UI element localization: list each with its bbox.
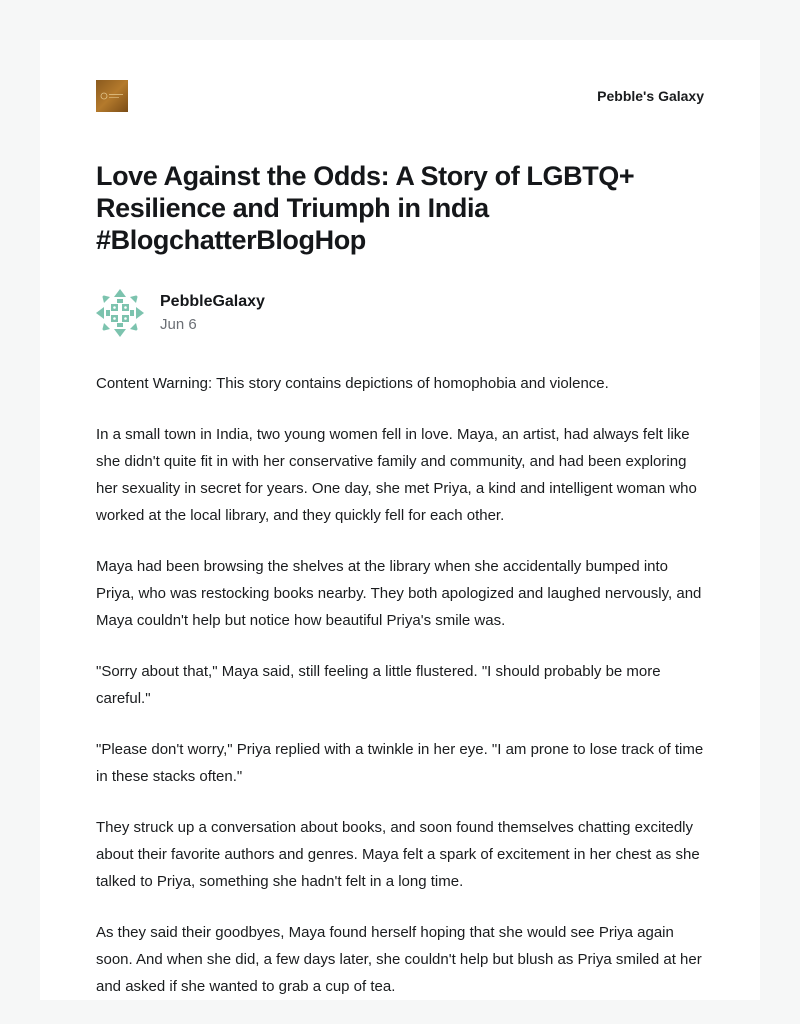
post-byline [96,289,704,337]
paragraph: Content Warning: This story contains depictions of homophobia and violence. [96,375,609,392]
paragraph: Maya had been browsing the shelves at the library when she accidentally bumped into Priya, who was restocking books nearby. They both apologized and laughed nervously, and Maya couldn't help but notice how beautiful Priya's smile was. [96,558,702,629]
post-date: Jun 6 [160,316,197,333]
site-header [96,80,704,112]
paragraph: They struck up a conversation about books, and soon found themselves chatting excitedly about their favorite authors and genres. Maya felt a spark of excitement in her chest as she talked to Priya, something she hadn't felt in a long time. [96,819,700,890]
paragraph: "Sorry about that," Maya said, still feeling a little flustered. "I should probably be more careful." [96,663,661,707]
paragraph: As they said their goodbyes, Maya found herself hoping that she would see Priya again soon. And when she did, a few days later, she couldn't help but blush as Priya smiled at her and asked if she wanted to grab a cup of tea. [96,924,702,995]
galaxy-logo-icon[interactable] [96,80,128,112]
post-body [96,370,706,1024]
site-name-link[interactable]: Pebble's Galaxy [597,88,704,104]
post-card [40,40,760,1000]
author-name[interactable]: PebbleGalaxy [160,293,265,310]
pattern-avatar-icon[interactable] [96,289,144,337]
post-title: Love Against the Odds: A Story of LGBTQ+ Resilience and Triumph in India #BlogchatterBlogHop [96,161,635,255]
paragraph: In a small town in India, two young women fell in love. Maya, an artist, had always felt like she didn't quite fit in with her conservative family and community, and had been exploring her sexuality in secret for years. One day, she met Priya, a kind and intelligent woman who worked at the local library, and they quickly fell for each other. [96,426,697,524]
paragraph: "Please don't worry," Priya replied with a twinkle in her eye. "I am prone to lose track of time in these stacks often." [96,741,704,785]
